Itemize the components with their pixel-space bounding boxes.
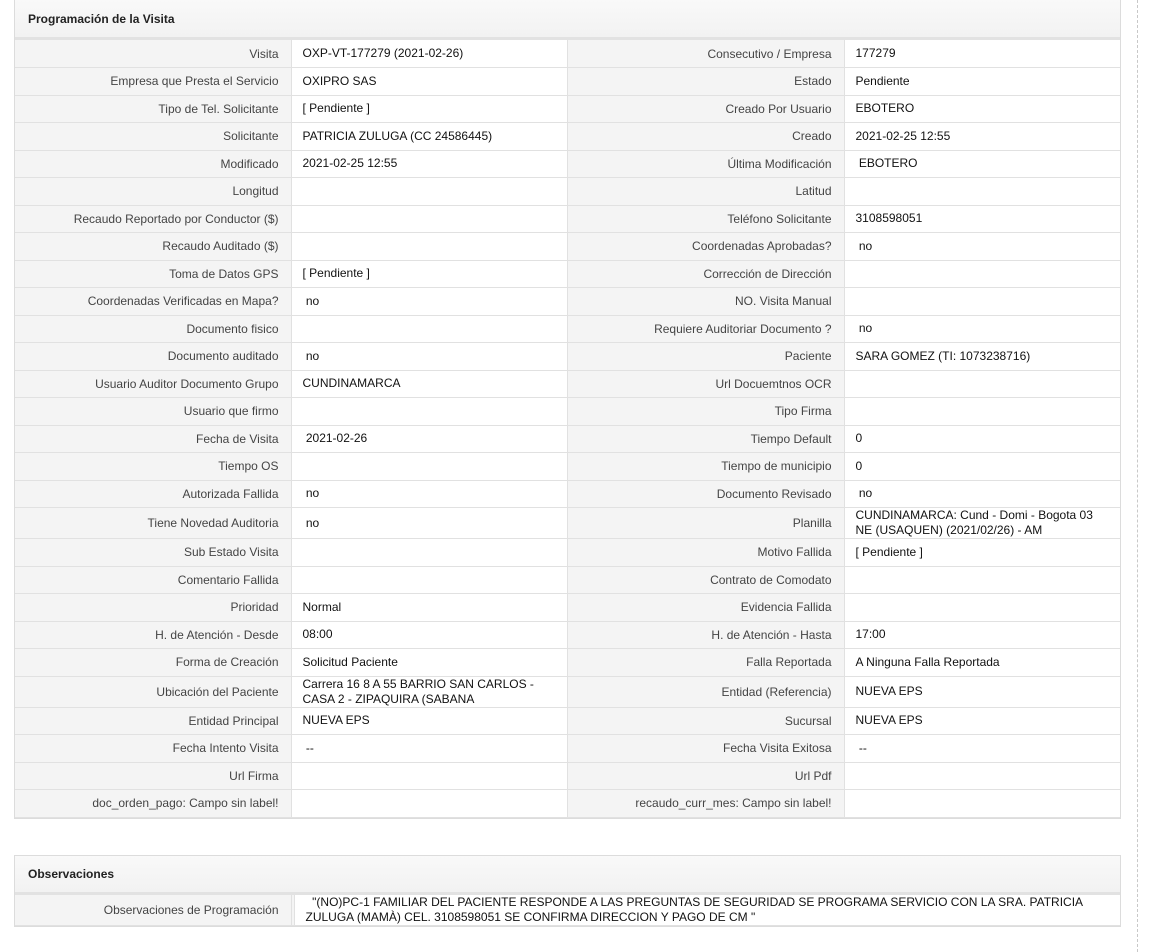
field-value [291, 566, 567, 594]
field-value: EBOTERO [844, 95, 1120, 123]
field-value: Carrera 16 8 A 55 BARRIO SAN CARLOS - CASA 2 - ZIPAQUIRA (SABANA [291, 676, 567, 707]
field-label: Solicitante [15, 123, 291, 151]
field-label: Tipo Firma [567, 398, 844, 426]
field-value: A Ninguna Falla Reportada [844, 649, 1120, 677]
field-label: Contrato de Comodato [567, 566, 844, 594]
observaciones-title: Observaciones [15, 855, 1120, 895]
field-label: Prioridad [15, 594, 291, 622]
visit-field-row [15, 594, 1120, 622]
field-value [844, 260, 1120, 288]
visit-field-row [15, 676, 1120, 707]
field-label: Fecha de Visita [15, 425, 291, 453]
visit-field-row [15, 508, 1120, 539]
field-value: 2021-02-26 [291, 425, 567, 453]
field-label: Url Pdf [567, 762, 844, 790]
visit-field-row [15, 762, 1120, 790]
field-value: [ Pendiente ] [291, 95, 567, 123]
field-label: Comentario Fallida [15, 566, 291, 594]
field-label: Recaudo Auditado ($) [15, 233, 291, 261]
field-label: Creado [567, 123, 844, 151]
visit-field-row [15, 260, 1120, 288]
field-label: Motivo Fallida [567, 539, 844, 567]
field-label: NO. Visita Manual [567, 288, 844, 316]
field-value: 2021-02-25 12:55 [844, 123, 1120, 151]
field-label: Url Docuemtnos OCR [567, 370, 844, 398]
field-value [291, 453, 567, 481]
field-value: NUEVA EPS [291, 707, 567, 735]
visit-field-row [15, 790, 1120, 818]
field-value: -- [291, 735, 567, 763]
field-value: OXP-VT-177279 (2021-02-26) [291, 40, 567, 68]
field-label: Longitud [15, 178, 291, 206]
field-label: Usuario Auditor Documento Grupo [15, 370, 291, 398]
visit-field-row [15, 288, 1120, 316]
field-value: Normal [291, 594, 567, 622]
field-value [291, 539, 567, 567]
field-label: Tipo de Tel. Solicitante [15, 95, 291, 123]
field-label: Planilla [567, 508, 844, 539]
field-label: Modificado [15, 150, 291, 178]
visit-field-row [15, 150, 1120, 178]
field-label: Evidencia Fallida [567, 594, 844, 622]
field-value [291, 178, 567, 206]
field-value: CUNDINAMARCA [291, 370, 567, 398]
visit-field-row [15, 95, 1120, 123]
field-value [844, 566, 1120, 594]
field-label: Creado Por Usuario [567, 95, 844, 123]
field-value: NUEVA EPS [844, 707, 1120, 735]
visit-field-row [15, 370, 1120, 398]
programacion-table [15, 40, 1120, 818]
field-label: H. de Atención - Hasta [567, 621, 844, 649]
field-value: CUNDINAMARCA: Cund - Domi - Bogota 03 NE (USAQUEN) (2021/02/26) - AM [844, 508, 1120, 539]
field-label: Paciente [567, 343, 844, 371]
field-value [844, 398, 1120, 426]
field-label: Ubicación del Paciente [15, 676, 291, 707]
programacion-title: Programación de la Visita [15, 0, 1120, 40]
field-value: no [291, 288, 567, 316]
visit-field-row [15, 398, 1120, 426]
field-label: Empresa que Presta el Servicio [15, 68, 291, 96]
field-label: Teléfono Solicitante [567, 205, 844, 233]
field-label: Falla Reportada [567, 649, 844, 677]
field-label: Coordenadas Verificadas en Mapa? [15, 288, 291, 316]
field-label: doc_orden_pago: Campo sin label! [15, 790, 291, 818]
visit-field-row [15, 343, 1120, 371]
field-value: -- [844, 735, 1120, 763]
field-label: Forma de Creación [15, 649, 291, 677]
programacion-panel [14, 0, 1121, 819]
field-value: SARA GOMEZ (TI: 1073238716) [844, 343, 1120, 371]
field-value [291, 398, 567, 426]
field-label: Url Firma [15, 762, 291, 790]
field-label: Consecutivo / Empresa [567, 40, 844, 68]
field-value: 17:00 [844, 621, 1120, 649]
visit-field-row [15, 233, 1120, 261]
field-label: recaudo_curr_mes: Campo sin label! [567, 790, 844, 818]
visit-field-row [15, 735, 1120, 763]
field-value: no [844, 480, 1120, 508]
field-label: Usuario que firmo [15, 398, 291, 426]
visit-field-row [15, 649, 1120, 677]
visit-field-row [15, 178, 1120, 206]
field-value [844, 594, 1120, 622]
field-label: Coordenadas Aprobadas? [567, 233, 844, 261]
field-label: Tiempo Default [567, 425, 844, 453]
visit-field-row [15, 621, 1120, 649]
field-value [291, 205, 567, 233]
field-label: Documento fisico [15, 315, 291, 343]
field-value [291, 315, 567, 343]
visit-field-row [15, 453, 1120, 481]
field-value: no [844, 315, 1120, 343]
observaciones-value: "(NO)PC-1 FAMILIAR DEL PACIENTE RESPONDE A LAS PREGUNTAS DE SEGURIDAD SE PROGRAMA SERVICIO CON LA SRA. PATRICIA ZULUGA (MAMÀ) CEL. 3108598051 SE CONFIRMA DIRECCION Y PAGO DE CM " [294, 895, 1120, 926]
field-label: Documento Revisado [567, 480, 844, 508]
field-value: no [844, 233, 1120, 261]
field-value: PATRICIA ZULUGA (CC 24586445) [291, 123, 567, 151]
field-value [844, 288, 1120, 316]
field-value [291, 762, 567, 790]
page-edge-dashed-line [1137, 0, 1138, 952]
field-value: 177279 [844, 40, 1120, 68]
field-label: Fecha Visita Exitosa [567, 735, 844, 763]
field-label: Autorizada Fallida [15, 480, 291, 508]
field-value: 3108598051 [844, 205, 1120, 233]
visit-field-row [15, 68, 1120, 96]
field-label: Última Modificación [567, 150, 844, 178]
visit-field-row [15, 480, 1120, 508]
field-label: Visita [15, 40, 291, 68]
visit-field-row [15, 707, 1120, 735]
field-value [291, 233, 567, 261]
field-value [291, 790, 567, 818]
field-value: 0 [844, 453, 1120, 481]
field-value: EBOTERO [844, 150, 1120, 178]
field-value: 2021-02-25 12:55 [291, 150, 567, 178]
observaciones-table [15, 895, 1120, 926]
field-value [844, 790, 1120, 818]
field-label: Toma de Datos GPS [15, 260, 291, 288]
visit-field-row [15, 40, 1120, 68]
visit-field-row [15, 539, 1120, 567]
field-value: [ Pendiente ] [844, 539, 1120, 567]
visit-field-row [15, 315, 1120, 343]
field-value [844, 178, 1120, 206]
field-value: [ Pendiente ] [291, 260, 567, 288]
field-value [844, 370, 1120, 398]
field-value: 0 [844, 425, 1120, 453]
field-value: NUEVA EPS [844, 676, 1120, 707]
field-label: Estado [567, 68, 844, 96]
field-label: Corrección de Dirección [567, 260, 844, 288]
field-value [844, 762, 1120, 790]
field-value: no [291, 508, 567, 539]
field-label: Documento auditado [15, 343, 291, 371]
field-label: Tiempo OS [15, 453, 291, 481]
field-label: Requiere Auditoriar Documento ? [567, 315, 844, 343]
visit-field-row [15, 425, 1120, 453]
observaciones-panel [14, 855, 1121, 927]
observaciones-label: Observaciones de Programación [15, 895, 291, 926]
visit-field-row [15, 123, 1120, 151]
field-value: OXIPRO SAS [291, 68, 567, 96]
observaciones-row [15, 895, 1120, 926]
visit-field-row [15, 566, 1120, 594]
field-label: Recaudo Reportado por Conductor ($) [15, 205, 291, 233]
field-value: 08:00 [291, 621, 567, 649]
field-label: Sucursal [567, 707, 844, 735]
field-value: no [291, 343, 567, 371]
field-value: no [291, 480, 567, 508]
field-value: Solicitud Paciente [291, 649, 567, 677]
field-label: Entidad Principal [15, 707, 291, 735]
field-label: Sub Estado Visita [15, 539, 291, 567]
field-label: Fecha Intento Visita [15, 735, 291, 763]
field-label: Latitud [567, 178, 844, 206]
field-label: Tiene Novedad Auditoria [15, 508, 291, 539]
field-label: Tiempo de municipio [567, 453, 844, 481]
field-value: Pendiente [844, 68, 1120, 96]
field-label: H. de Atención - Desde [15, 621, 291, 649]
visit-field-row [15, 205, 1120, 233]
field-label: Entidad (Referencia) [567, 676, 844, 707]
